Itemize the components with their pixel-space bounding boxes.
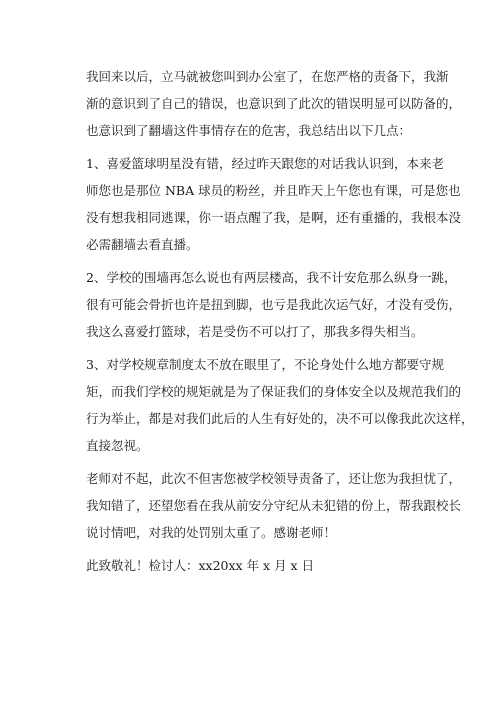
text-line: 行为举止，都是对我们此后的人生有好处的，决不可以像我此次这样， <box>86 411 474 426</box>
text-line: 我回来以后，立马就被您叫到办公室了，在您严格的责备下，我渐 <box>86 69 449 84</box>
text-line: 老师对不起，此次不但害您被学校领导责备了，还让您为我担忧了， <box>86 471 462 486</box>
text-line: 1、喜爱篮球明星没有错，经过昨天跟您的对话我认识到，本来老 <box>86 156 444 171</box>
text-line: 3、对学校规章制度太不放在眼里了，不论身处什么地方都要守规 <box>86 357 444 372</box>
text-line: 2、学校的围墙再怎么说也有两层楼高，我不计安危那么纵身一跳， <box>86 270 457 285</box>
text-line: 说讨情吧，对我的处罚别太重了。感谢老师！ <box>86 525 337 540</box>
text-line: 我这么喜爱打篮球，若是受伤不可以打了，那我多得失相当。 <box>86 324 424 339</box>
text-line: 直接忽视。 <box>86 438 149 453</box>
text-line: 渐的意识到了自己的错误，也意识到了此次的错误明显可以防备的， <box>86 96 462 111</box>
text-line: 没有想我相同逃课，你一语点醒了我，是啊，还有重播的，我根本没 <box>86 210 462 225</box>
text-line: 师您也是那位 NBA 球员的粉丝，并且昨天上午您也有课，可是您也 <box>86 183 461 198</box>
text-line: 必需翻墙去看直播。 <box>86 237 199 252</box>
paragraph-apology <box>71 465 462 546</box>
text-line: 也意识到了翻墙这件事情存在的危害，我总结出以下几点： <box>86 123 412 138</box>
paragraph-point-1 <box>71 150 462 258</box>
paragraph-point-3 <box>71 351 474 459</box>
text-line: 我知错了，还望您看在我从前安分守纪从未犯错的份上，帮我跟校长 <box>86 498 462 513</box>
paragraph-intro <box>71 63 462 144</box>
signature-line: 此致敬礼！检讨人：xx20xx 年 x 月 x 日 <box>86 558 315 573</box>
text-line: 很有可能会骨折也许是扭到脚，也亏是我此次运气好，才没有受伤， <box>86 297 462 312</box>
text-line: 矩，而我们学校的规矩就是为了保证我们的身体安全以及规范我们的 <box>86 384 462 399</box>
paragraph-point-2 <box>71 264 462 345</box>
paragraph-signature <box>71 552 413 579</box>
document-body <box>71 63 474 585</box>
